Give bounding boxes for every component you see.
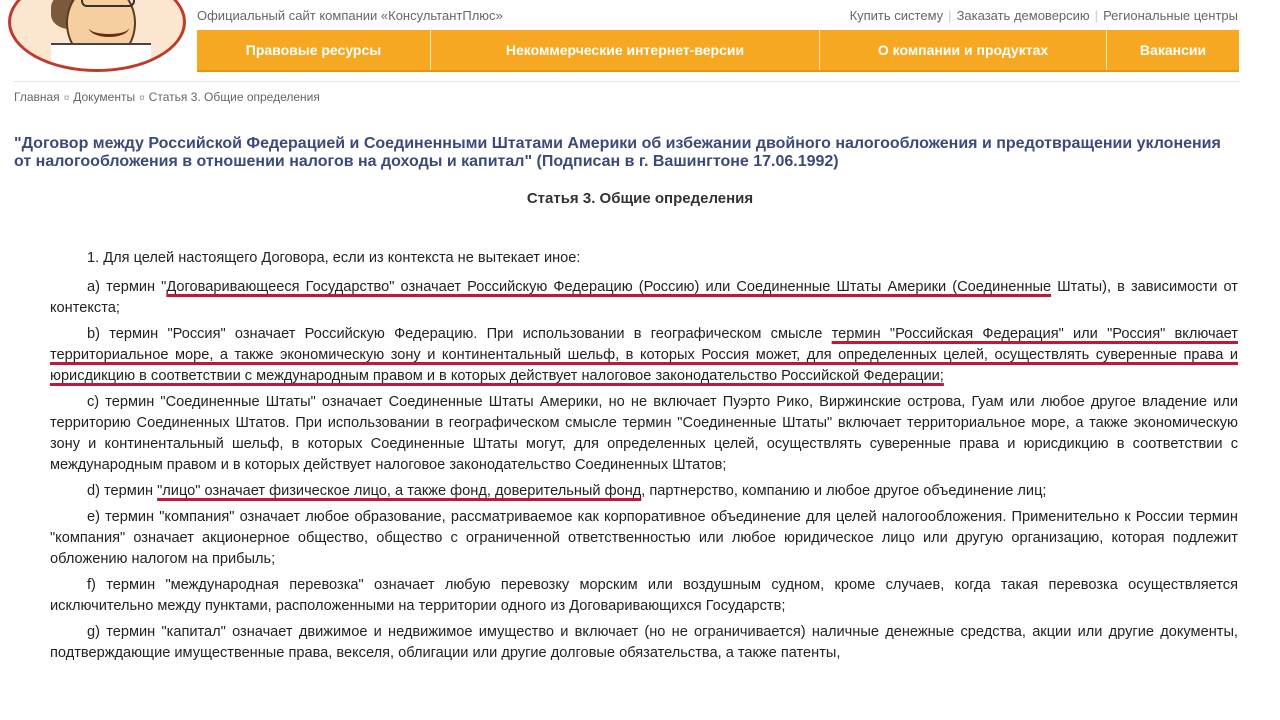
link-separator: | (1094, 8, 1099, 23)
document-title: "Договор между Российской Федерацией и Соединенными Штатами Америки об избежании двойного налогообложения и предотвращении уклонения от налогообложения в отношении налогов на доходы и капитал" (Подписан в г. Вашингтоне 17.06.1992) (14, 135, 1221, 170)
paragraph-d-text: , партнерство, компанию и любое другое объединение лиц; (641, 483, 1047, 499)
mascot-mouth (89, 19, 129, 37)
paragraph-c: с) термин "Соединенные Штаты" означает Соединенные Штаты Америки, но не включает Пуэрто Рико, Виржинские острова, Гуам или любое другое владение или территорию Соединенных Штатов. При использовании в географическом смысле термин "Соединенные Штаты" включает территориальное море, а также экономическую зону и континентальный шельф, в которых Соединенные Штаты могут, для определенных целей, осуществлять суверенные права и юрисдикцию в соответствии с международным правом и в которых действует налоговое законодательство Соединенных Штатов; (50, 394, 1238, 473)
main-nav (197, 30, 1239, 72)
order-demo-link[interactable]: Заказать демоверсию (956, 8, 1090, 23)
top-links (850, 8, 1238, 23)
paragraph-a (50, 277, 1238, 319)
paragraph-d-text: d) термин (87, 483, 158, 499)
paragraph-b (50, 324, 1238, 387)
paragraph-intro: 1. Для целей настоящего Договора, если из контекста не вытекает иное: (87, 250, 581, 266)
paragraph-a-text: Штаты), в зависимости от контекста; (50, 279, 1238, 316)
underlined-text: термин "Российская Федерация" или "Россия" включает территориальное море, а также экономическую зону и континентальный шельф, в которых Россия может, для определенных целей, осуществлять суверенные права и юрисдикцию в соответствии с международным правом и в которых действует налоговое законодательство Российской Федерации; (50, 326, 1238, 384)
header-divider (14, 81, 1240, 82)
paragraph-g: g) термин "капитал" означает движимое и недвижимое имущество и включает (но не ограничивается) наличные денежные средства, акции или другие документы, подтверждающие имущественные права, векселя, облигации или другие долговые обязательства, а также патенты, (50, 624, 1238, 661)
buy-system-link[interactable]: Купить систему (849, 8, 944, 23)
breadcrumb-home[interactable]: Главная (14, 90, 60, 104)
breadcrumb (14, 90, 320, 104)
regional-centers-link[interactable]: Региональные центры (1103, 8, 1238, 23)
paragraph-d (50, 481, 1238, 502)
paragraph-e: е) термин "компания" означает любое образование, рассматриваемое как корпоративное объединение для целей налогообложения. Применительно к России термин "компания" означает акционерное общество, общество с ограниченной ответственностью или любое юридическое лицо или другую организацию, которая подлежит обложению налогом на прибыль; (50, 509, 1238, 567)
mascot-collar (51, 43, 151, 72)
underlined-text: "лицо" означает физическое лицо, а также фонд, доверительный фонд (157, 483, 642, 499)
article-content (50, 248, 1238, 669)
breadcrumb-current: Статья 3. Общие определения (148, 90, 320, 104)
logo-mascot[interactable] (8, 0, 186, 72)
underlined-text: Договаривающееся Государство" означает Российскую Федерацию (Россию) или Соединенные Штаты Америки (Соединенные (166, 279, 1052, 295)
nav-about-company[interactable]: О компании и продуктах (820, 30, 1107, 70)
paragraph-b-text: b) термин "Россия" означает Российскую Федерацию. При использовании в географическом смысле (87, 326, 832, 342)
breadcrumb-documents[interactable]: Документы (73, 90, 136, 104)
nav-legal-resources[interactable]: Правовые ресурсы (197, 30, 431, 70)
paragraph-f: f) термин "международная перевозка" означает любую перевозку морским или воздушным судном, кроме случаев, когда такая перевозка осуществляется исключительно между пунктами, расположенными на территории одного из Договаривающихся Государств; (50, 577, 1238, 614)
breadcrumb-separator: ¤ (139, 93, 145, 104)
nav-noncommercial-versions[interactable]: Некоммерческие интернет-версии (431, 30, 820, 70)
site-subtitle: Официальный сайт компании «КонсультантПлюс» (197, 8, 503, 23)
link-separator: | (948, 8, 952, 23)
paragraph-a-text: а) термин " (87, 279, 167, 295)
mascot-glasses (81, 0, 135, 7)
breadcrumb-separator: ¤ (63, 93, 70, 104)
article-title: Статья 3. Общие определения (526, 190, 754, 207)
nav-vacancies[interactable]: Вакансии (1139, 42, 1207, 58)
